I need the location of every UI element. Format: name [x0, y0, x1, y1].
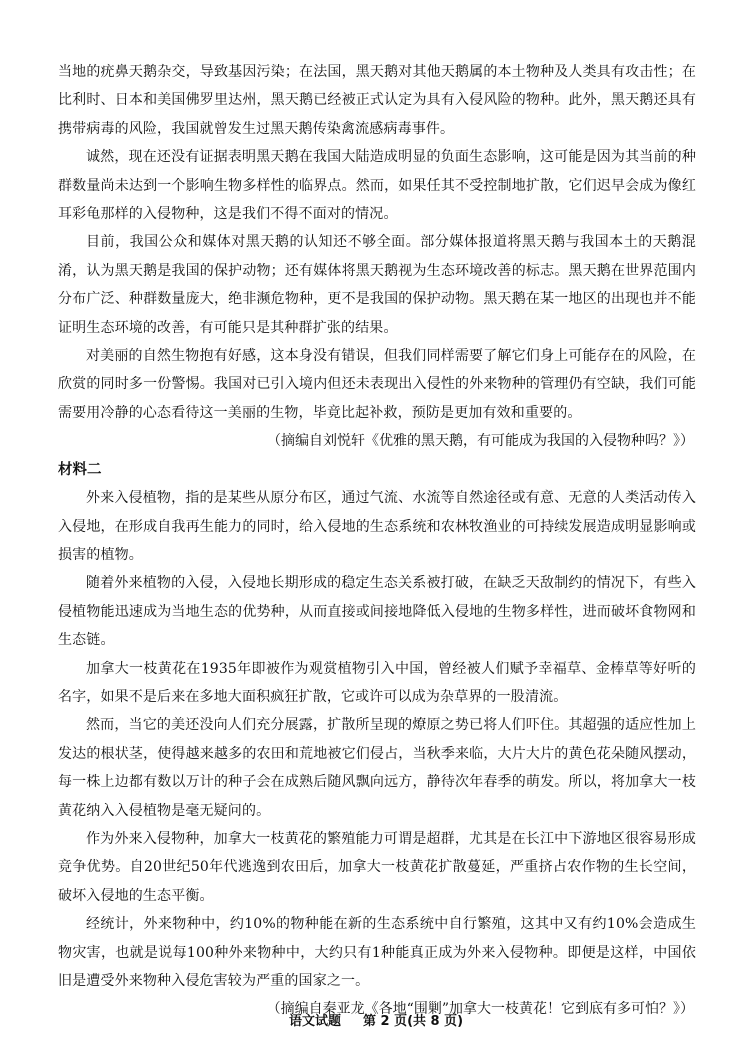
- material-one-paragraph-3: 目前，我国公众和媒体对黑天鹅的认知还不够全面。部分媒体报道将黑天鹅与我国本土的天鹅混淆，认为黑天鹅是我国的保护动物；还有媒体将黑天鹅视为生态环境改善的标志。黑天鹅在世界范围内分布广泛、种群数量庞大，绝非濒危物种，更不是我国的保护动物。黑天鹅在某一地区的出现也并不能证明生态环境的改善，有可能只是其种群扩张的结果。: [58, 234, 696, 336]
- material-two-paragraph-3: 加拿大一枝黄花在1935年即被作为观赏植物引入中国，曾经被人们赋予幸福草、金棒草等好听的名字，如果不是后来在多地大面积疯狂扩散，它或许可以成为杂草界的一股清流。: [58, 660, 696, 705]
- footer-subject: 语文试题: [288, 1014, 341, 1029]
- material-two-paragraph-4: 然而，当它的美还没向人们充分展露，扩散所呈现的燎原之势已将人们吓住。其超强的适应性加上发达的根状茎，使得越来越多的农田和荒地被它们侵占，当秋季来临，大片大片的黄色花朵随风摆动，每一株上边都有数以万计的种子会在成熟后随风飘向远方，静待次年春季的萌发。所以，将加拿大一枝黄花纳入入侵植物是毫无疑问的。: [58, 717, 696, 819]
- material-two-paragraph-2: 随着外来植物的入侵，入侵地长期形成的稳定生态关系被打破，在缺乏天敌制约的情况下，有些入侵植物能迅速成为当地生态的优势种，从而直接或间接地降低入侵地的生物多样性，进而破坏食物网和生态链。: [58, 575, 696, 649]
- material-two-paragraph-1: 外来入侵植物，指的是某些从原分布区，通过气流、水流等自然途径或有意、无意的人类活动传入入侵地，在形成自我再生能力的同时，给入侵地的生态系统和农林牧渔业的可持续发展造成明显影响或损害的植物。: [58, 490, 696, 563]
- material-two-heading: 材料二: [58, 461, 102, 478]
- material-one-paragraph-1: 当地的疣鼻天鹅杂交，导致基因污染；在法国，黑天鹅对其他天鹅属的本土物种及人类具有攻击性；在比利时、日本和美国佛罗里达州，黑天鹅已经被正式认定为具有入侵风险的物种。此外，黑天鹅还具有携带病毒的风险，我国就曾发生过黑天鹅传染禽流感病毒事件。: [58, 64, 696, 137]
- material-one-paragraph-4: 对美丽的自然生物抱有好感，这本身没有错误，但我们同样需要了解它们身上可能存在的风险，在欣赏的同时多一份警惕。我国对已引入境内但还未表现出入侵性的外来物种的管理仍有空缺，我们可能需要用冷静的心态看待这一美丽的生物，毕竟比起补救，预防是更加有效和重要的。: [58, 348, 696, 421]
- material-two-paragraph-6: 经统计，外来物种中，约10%的物种能在新的生态系统中自行繁殖，这其中又有约10%会造成生物灾害，也就是说每100种外来物种中，大约只有1种能真正成为外来入侵物种。即便是这样，中国依旧是遭受外来物种入侵危害较为严重的国家之一。: [58, 916, 696, 989]
- page-footer: [0, 1012, 752, 1032]
- footer-page-number: 第 2 页(共 8 页): [362, 1014, 464, 1029]
- material-two-source: （摘编自秦亚龙《各地“围剿”加拿大一枝黄花！它到底有多可怕？》）: [266, 1001, 694, 1018]
- material-one-source: （摘编自刘悦轩《优雅的黑天鹅，有可能成为我国的入侵物种吗？》）: [267, 433, 694, 450]
- material-one-paragraph-2: 诚然，现在还没有证据表明黑天鹅在我国大陆造成明显的负面生态影响，这可能是因为其当前的种群数量尚未达到一个影响生物多样性的临界点。然而，如果任其不受控制地扩散，它们迟早会成为像红耳彩龟那样的入侵物种，这是我们不得不面对的情况。: [58, 149, 696, 223]
- material-two-paragraph-5: 作为外来入侵物种，加拿大一枝黄花的繁殖能力可谓是超群，尤其是在长江中下游地区很容易形成竞争优势。自20世纪50年代逃逸到农田后，加拿大一枝黄花扩散蔓延，严重挤占农作物的生长空间，破坏入侵地的生态平衡。: [58, 830, 696, 904]
